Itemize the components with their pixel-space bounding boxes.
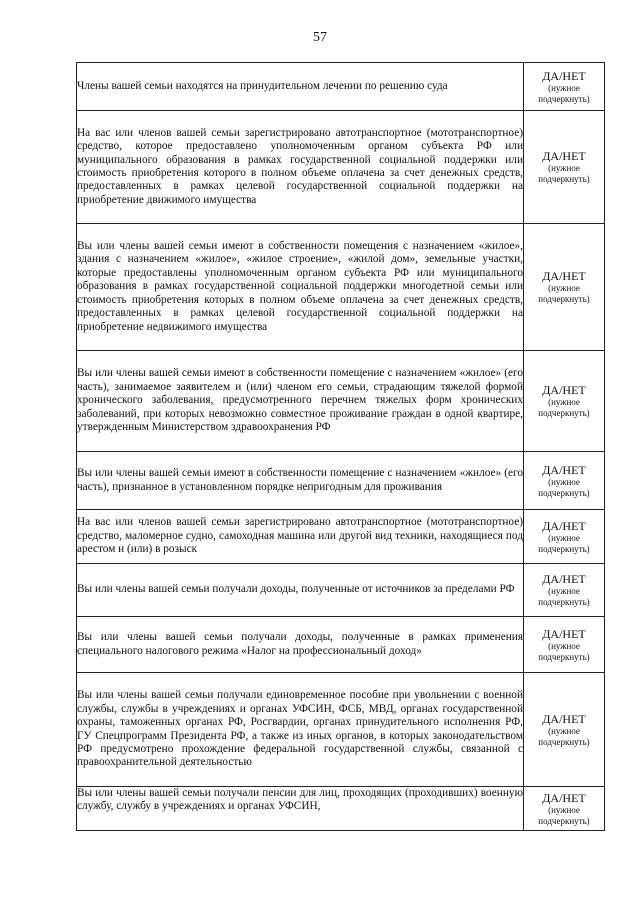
table-row bbox=[77, 63, 605, 111]
answer-note: подчеркнуть) bbox=[538, 651, 590, 662]
answer-note: (нужное bbox=[548, 725, 580, 736]
answer-note: (нужное bbox=[548, 283, 580, 293]
question-cell: Вы или члены вашей семьи имеют в собственности помещение с назначением «жилое» (его часть), признанное в установленном порядке непригодным для проживания bbox=[77, 452, 524, 510]
answer-note: (нужное bbox=[548, 532, 580, 543]
table-row bbox=[77, 351, 605, 452]
question-cell: Вы или члены вашей семьи имеют в собственности помещения с назначением «жилое», здания с назначением «жилое», «жилое строение», «жилой дом», земельные участки, которые предоставлены уполномоченным органом субъекта РФ или муниципального образования в рамках государственной социальной поддержки многодетной семьи или стоимость приобретения которых в полном объеме оплачена за счет денежных средств, предоставленных в рамках целевой государственной социальной поддержки на приобретение недвижимого имущества bbox=[77, 224, 524, 351]
question-cell: Вы или члены вашей семьи получали пенсии для лиц, проходящих (проходивших) военную службу, службу в учреждениях и органах УФСИН, bbox=[77, 787, 524, 831]
answer-note: (нужное bbox=[548, 640, 580, 651]
yes-no-label: ДА/НЕТ bbox=[542, 383, 586, 397]
table-row bbox=[77, 673, 605, 787]
yes-no-label: ДА/НЕТ bbox=[542, 149, 586, 163]
yes-no-label: ДА/НЕТ bbox=[542, 572, 586, 586]
table-row bbox=[77, 452, 605, 510]
answer-cell[interactable] bbox=[524, 787, 605, 831]
table-row bbox=[77, 617, 605, 673]
yes-no-label: ДА/НЕТ bbox=[542, 790, 586, 805]
yes-no-label: ДА/НЕТ bbox=[542, 711, 586, 726]
answer-cell[interactable] bbox=[524, 224, 605, 351]
table-row bbox=[77, 510, 605, 564]
answer-note: подчеркнуть) bbox=[538, 174, 590, 184]
question-cell: Члены вашей семьи находятся на принудительном лечении по решению суда bbox=[77, 63, 524, 111]
answer-note: (нужное bbox=[548, 397, 580, 407]
questionnaire-table bbox=[76, 62, 605, 831]
table-row bbox=[77, 564, 605, 617]
question-cell: На вас или членов вашей семьи зарегистрировано автотранспортное (мототранспортное) средство, которое предоставлено уполномоченным органом субъекта РФ или муниципального образования в рамках государственной социальной поддержки или стоимость приобретения которого в полном объеме оплачена за счет денежных средств, предоставленных в рамках целевой государственной социальной поддержки на приобретение движимого имущества bbox=[77, 111, 524, 224]
answer-note: подчеркнуть) bbox=[538, 93, 590, 104]
table-row bbox=[77, 111, 605, 224]
answer-cell[interactable] bbox=[524, 617, 605, 673]
answer-note: подчеркнуть) bbox=[538, 597, 590, 607]
answer-cell[interactable] bbox=[524, 351, 605, 452]
yes-no-label: ДА/НЕТ bbox=[542, 269, 586, 283]
yes-no-label: ДА/НЕТ bbox=[542, 462, 586, 477]
question-cell: Вы или члены вашей семьи получали единовременное пособие при увольнении с военной службы, службы в учреждениях и органах УФСИН, ФСБ, МВД, органах государственной охраны, таможенных органах РФ, Росгвардии, органах принудительного исполнения РФ, ГУ Спецпрограмм Президента РФ, а также из иных органов, в которых законодательством РФ предусмотрено прохождение федеральной государственной службы, связанной с правоохранительной деятельностью bbox=[77, 673, 524, 787]
answer-note: (нужное bbox=[548, 476, 580, 487]
answer-note: (нужное bbox=[548, 586, 580, 596]
answer-cell[interactable] bbox=[524, 452, 605, 510]
answer-cell[interactable] bbox=[524, 63, 605, 111]
answer-cell[interactable] bbox=[524, 673, 605, 787]
answer-cell[interactable] bbox=[524, 111, 605, 224]
question-cell: На вас или членов вашей семьи зарегистрировано автотранспортное (мототранспортное) средство, маломерное судно, самоходная машина или другой вид техники, находящиеся под арестом и (или) в розыск bbox=[77, 510, 524, 564]
answer-note: подчеркнуть) bbox=[538, 736, 590, 747]
table-row bbox=[77, 224, 605, 351]
answer-note: (нужное bbox=[548, 82, 580, 93]
yes-no-label: ДА/НЕТ bbox=[542, 626, 586, 641]
yes-no-label: ДА/НЕТ bbox=[542, 518, 586, 533]
answer-cell[interactable] bbox=[524, 564, 605, 617]
question-cell: Вы или члены вашей семьи получали доходы, полученные от источников за пределами РФ bbox=[77, 564, 524, 617]
answer-note: подчеркнуть) bbox=[538, 815, 590, 826]
yes-no-label: ДА/НЕТ bbox=[542, 68, 586, 83]
question-cell: Вы или члены вашей семьи получали доходы, полученные в рамках применения специального налогового режима «Налог на профессиональный доход» bbox=[77, 617, 524, 673]
answer-note: подчеркнуть) bbox=[538, 543, 590, 554]
answer-note: (нужное bbox=[548, 163, 580, 173]
table-row bbox=[77, 787, 605, 831]
question-cell: Вы или члены вашей семьи имеют в собственности помещение с назначением «жилое» (его часть), занимаемое заявителем и (или) членом его семьи, страдающим тяжелой формой хронического заболевания, предусмотренного перечнем тяжелых форм хронических заболеваний, при которых невозможно совместное проживание граждан в одной квартире, утвержденным Министерством здравоохранения РФ bbox=[77, 351, 524, 452]
answer-note: подчеркнуть) bbox=[538, 408, 590, 418]
page-number: 57 bbox=[313, 30, 327, 45]
answer-note: подчеркнуть) bbox=[538, 294, 590, 304]
answer-note: подчеркнуть) bbox=[538, 487, 590, 498]
answer-cell[interactable] bbox=[524, 510, 605, 564]
answer-note: (нужное bbox=[548, 804, 580, 815]
